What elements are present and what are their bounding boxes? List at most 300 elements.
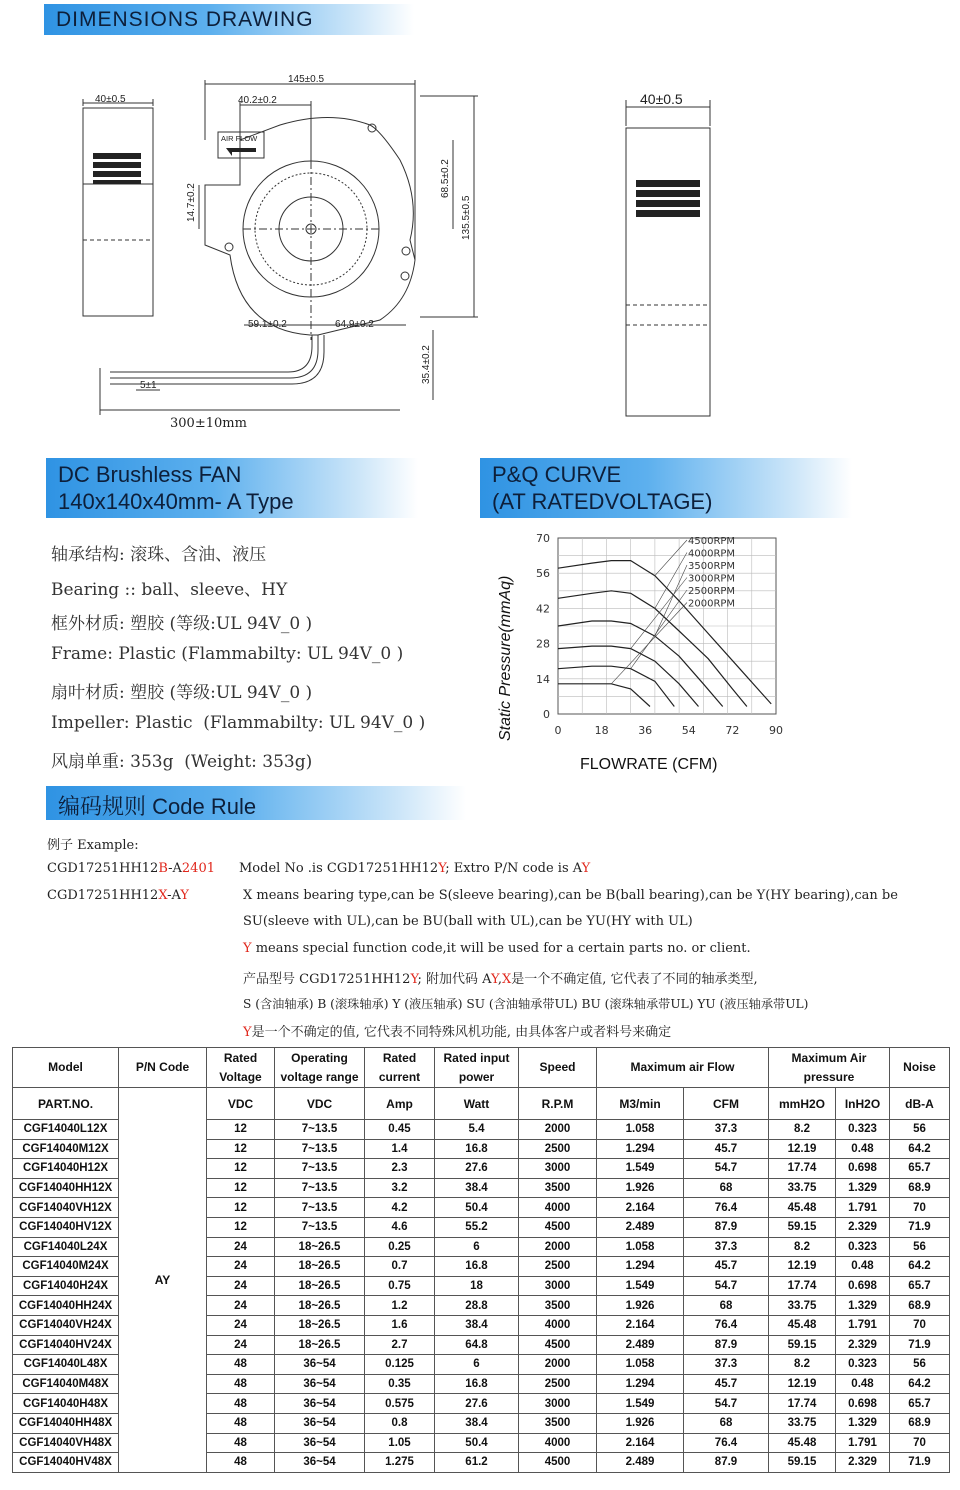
cell-noise: 71.9 [890, 1453, 950, 1473]
cell-rated-voltage: 48 [207, 1374, 275, 1394]
model-explanation [239, 861, 590, 876]
y-tick-label: 70 [536, 532, 550, 545]
cell-current: 1.6 [365, 1315, 435, 1335]
dim-outlet: 35.4±0.2 [421, 345, 432, 384]
cell-mmh2o: 45.48 [769, 1433, 836, 1453]
series-line [558, 561, 771, 704]
spec-frame-en: Frame: Plastic (Flammabilty: UL 94V_0 ) [51, 644, 404, 664]
x-tick-label: 36 [638, 724, 653, 737]
cell-cfm: 68 [684, 1178, 769, 1198]
unit-noise: dB-A [890, 1088, 950, 1120]
pn-code-cell: AY [119, 1088, 207, 1473]
legend-entry: 3500RPM [688, 561, 736, 572]
cell-noise: 65.7 [890, 1394, 950, 1414]
model-a: Model No .is CGD17251HH12 [239, 861, 439, 876]
cell-operating-range: 18~26.5 [275, 1296, 365, 1316]
cell-mmh2o: 33.75 [769, 1296, 836, 1316]
x-explanation-line1: X means bearing type,can be S(sleeve bearing),can be B(ball bearing),can be Y(HY bearing),can be [243, 888, 898, 903]
cell-inh2o: 0.48 [836, 1139, 890, 1159]
cn1-e: , [497, 972, 503, 987]
cell-current: 0.75 [365, 1276, 435, 1296]
cell-current: 4.6 [365, 1217, 435, 1237]
cell-m3min: 2.489 [597, 1453, 684, 1473]
ex2-suffix: Y [180, 888, 189, 903]
cell-m3min: 2.164 [597, 1433, 684, 1453]
cell-noise: 64.2 [890, 1374, 950, 1394]
cell-speed: 3000 [519, 1159, 597, 1179]
cell-operating-range: 18~26.5 [275, 1237, 365, 1257]
cell-cfm: 76.4 [684, 1198, 769, 1218]
cell-power: 27.6 [435, 1159, 519, 1179]
cell-power: 28.8 [435, 1296, 519, 1316]
unit-part-no: PART.NO. [13, 1088, 119, 1120]
cell-rated-voltage: 12 [207, 1198, 275, 1218]
col-operating-range: Operating voltage range [275, 1048, 365, 1088]
air-flow-label: AIR FLOW [221, 134, 258, 143]
chart-y-ticks [536, 532, 550, 721]
cell-operating-range: 18~26.5 [275, 1335, 365, 1355]
cell-m3min: 1.058 [597, 1355, 684, 1375]
cn1-b: Y [410, 972, 418, 987]
cell-cfm: 68 [684, 1296, 769, 1316]
unit-mmh2o: mmH2O [769, 1088, 836, 1120]
cell-mmh2o: 17.74 [769, 1159, 836, 1179]
col-max-airflow: Maximum air Flow [597, 1048, 769, 1088]
y-tick-label: 0 [543, 708, 550, 721]
legend-entry: 2500RPM [688, 586, 736, 597]
code-rule-title: 编码规则 Code Rule [58, 794, 257, 819]
cell-model: CGF14040L12X [13, 1120, 119, 1140]
cn1-a: 产品型号 CGD17251HH12 [243, 972, 411, 987]
cell-model: CGF14040HV48X [13, 1453, 119, 1473]
cell-operating-range: 18~26.5 [275, 1257, 365, 1277]
cell-mmh2o: 12.19 [769, 1257, 836, 1277]
cell-operating-range: 36~54 [275, 1355, 365, 1375]
cell-current: 2.7 [365, 1335, 435, 1355]
model-b: Y [438, 861, 446, 876]
cell-cfm: 87.9 [684, 1453, 769, 1473]
cell-operating-range: 7~13.5 [275, 1198, 365, 1218]
cell-cfm: 37.3 [684, 1355, 769, 1375]
cell-model: CGF14040VH48X [13, 1433, 119, 1453]
cell-cfm: 54.7 [684, 1159, 769, 1179]
cell-speed: 3000 [519, 1394, 597, 1414]
cell-operating-range: 36~54 [275, 1433, 365, 1453]
legend-leader [631, 578, 687, 649]
cell-m3min: 1.926 [597, 1178, 684, 1198]
cell-power: 64.8 [435, 1335, 519, 1355]
cell-inh2o: 0.698 [836, 1394, 890, 1414]
cell-rated-voltage: 48 [207, 1394, 275, 1414]
col-rated-current: Rated current [365, 1048, 435, 1088]
cell-speed: 3000 [519, 1276, 597, 1296]
cell-power: 6 [435, 1237, 519, 1257]
cell-mmh2o: 12.19 [769, 1139, 836, 1159]
cell-inh2o: 2.329 [836, 1335, 890, 1355]
cell-rated-voltage: 12 [207, 1139, 275, 1159]
cell-speed: 3500 [519, 1178, 597, 1198]
cell-speed: 4000 [519, 1198, 597, 1218]
col-model: Model [13, 1048, 119, 1088]
cell-current: 0.8 [365, 1413, 435, 1433]
model-d: Y [581, 861, 591, 876]
cell-m3min: 1.549 [597, 1159, 684, 1179]
spec-bearing-cn: 轴承结构: 滚珠、含油、液压 [51, 545, 267, 565]
cell-power: 16.8 [435, 1257, 519, 1277]
cell-mmh2o: 33.75 [769, 1413, 836, 1433]
cell-power: 18 [435, 1276, 519, 1296]
cell-cfm: 76.4 [684, 1315, 769, 1335]
cell-operating-range: 7~13.5 [275, 1178, 365, 1198]
cell-noise: 64.2 [890, 1139, 950, 1159]
fan-title-banner [46, 458, 418, 518]
cell-current: 0.25 [365, 1237, 435, 1257]
cell-speed: 4500 [519, 1453, 597, 1473]
model-c: ; Extro P/N code is A [445, 861, 582, 876]
spec-frame-cn: 框外材质: 塑胶 (等级:UL 94V_0 ) [51, 614, 313, 634]
cell-rated-voltage: 24 [207, 1335, 275, 1355]
cell-power: 38.4 [435, 1413, 519, 1433]
unit-cfm: CFM [684, 1088, 769, 1120]
pq-curve-chart [488, 526, 808, 778]
x-explanation-line2: SU(sleeve with UL),can be BU(ball with UL),can be YU(HY with UL) [243, 914, 693, 929]
ex2-sep: -A [167, 888, 181, 903]
legend-leader [655, 540, 687, 576]
cell-power: 5.4 [435, 1120, 519, 1140]
side-view-frame [83, 108, 153, 316]
cn3-b: 是一个不确定的值, 它代表不同特殊风机功能, 由具体客户或者料号来确定 [251, 1025, 672, 1040]
spec-table [12, 1047, 950, 1473]
cell-current: 1.4 [365, 1139, 435, 1159]
cell-m3min: 1.058 [597, 1120, 684, 1140]
cell-inh2o: 0.48 [836, 1374, 890, 1394]
y-letter: Y [243, 941, 252, 956]
cell-inh2o: 0.323 [836, 1237, 890, 1257]
ex1-suffix: 2401 [181, 861, 215, 876]
cell-inh2o: 2.329 [836, 1453, 890, 1473]
cell-noise: 71.9 [890, 1217, 950, 1237]
cell-model: CGF14040VH12X [13, 1198, 119, 1218]
cell-speed: 4000 [519, 1433, 597, 1453]
unit-speed: R.P.M [519, 1088, 597, 1120]
table-units-row [13, 1088, 950, 1120]
cell-inh2o: 0.698 [836, 1276, 890, 1296]
cell-current: 0.7 [365, 1257, 435, 1277]
legend-entry: 2000RPM [688, 598, 736, 610]
cell-rated-voltage: 12 [207, 1217, 275, 1237]
series-line [558, 666, 674, 706]
cell-current: 0.575 [365, 1394, 435, 1414]
cell-noise: 71.9 [890, 1335, 950, 1355]
unit-current: Amp [365, 1088, 435, 1120]
cell-noise: 65.7 [890, 1276, 950, 1296]
cell-cfm: 87.9 [684, 1217, 769, 1237]
dim-mount-height: 68.5±0.2 [440, 159, 451, 198]
cn-explanation-line1 [243, 968, 758, 987]
cell-cfm: 54.7 [684, 1394, 769, 1414]
cell-model: CGF14040H12X [13, 1159, 119, 1179]
dim-inlet-offset: 40.2±0.2 [238, 95, 277, 106]
y-line: means special function code,it will be used for a certain parts no. or client. [251, 941, 751, 956]
cell-noise: 56 [890, 1237, 950, 1257]
series-line [558, 621, 723, 707]
pq-title-line1: P&Q CURVE [492, 462, 622, 487]
x-tick-label: 18 [594, 724, 609, 737]
cell-model: CGF14040H48X [13, 1394, 119, 1414]
col-max-pressure: Maximum Air pressure [769, 1048, 890, 1088]
cn1-f: X [502, 972, 512, 987]
cell-current: 0.45 [365, 1120, 435, 1140]
air-flow-arrow-icon [226, 148, 256, 156]
x-tick-label: 0 [554, 724, 562, 737]
spec-impeller-cn: 扇叶材质: 塑胶 (等级:UL 94V_0 ) [51, 683, 313, 703]
unit-rated-voltage: VDC [207, 1088, 275, 1120]
dimensions-drawing-title: DIMENSIONS DRAWING [56, 8, 314, 31]
ex1-bearing: B [158, 861, 169, 876]
cell-cfm: 37.3 [684, 1120, 769, 1140]
cell-model: CGF14040M24X [13, 1257, 119, 1277]
col-speed: Speed [519, 1048, 597, 1088]
dim-left-height: 14.7±0.2 [186, 183, 197, 222]
cell-speed: 2500 [519, 1257, 597, 1277]
x-tick-label: 90 [769, 724, 783, 737]
cell-operating-range: 18~26.5 [275, 1315, 365, 1335]
cn1-d: Y [490, 972, 498, 987]
cell-noise: 65.7 [890, 1159, 950, 1179]
cell-rated-voltage: 48 [207, 1413, 275, 1433]
cell-speed: 2500 [519, 1139, 597, 1159]
cell-inh2o: 2.329 [836, 1217, 890, 1237]
cell-current: 1.2 [365, 1296, 435, 1316]
cell-speed: 2000 [519, 1120, 597, 1140]
table-header-row [13, 1048, 950, 1088]
cell-inh2o: 0.698 [836, 1159, 890, 1179]
cell-power: 6 [435, 1355, 519, 1375]
cell-inh2o: 1.329 [836, 1296, 890, 1316]
cell-m3min: 1.294 [597, 1139, 684, 1159]
cell-operating-range: 36~54 [275, 1374, 365, 1394]
legend-entry: 3000RPM [688, 573, 736, 585]
cell-model: CGF14040H24X [13, 1276, 119, 1296]
chart-grid [558, 538, 776, 714]
cell-power: 16.8 [435, 1374, 519, 1394]
cell-cfm: 37.3 [684, 1237, 769, 1257]
cell-operating-range: 7~13.5 [275, 1159, 365, 1179]
ex2-part: CGD17251HH12 [47, 888, 159, 903]
y-explanation [243, 941, 751, 956]
y-tick-label: 14 [536, 672, 550, 686]
unit-operating-range: VDC [275, 1088, 365, 1120]
legend-leader [611, 603, 687, 684]
cell-noise: 68.9 [890, 1178, 950, 1198]
cell-inh2o: 1.329 [836, 1178, 890, 1198]
cell-speed: 4500 [519, 1217, 597, 1237]
cell-power: 50.4 [435, 1433, 519, 1453]
dim-bottom-left: 59.1±0.2 [248, 319, 287, 330]
cell-power: 38.4 [435, 1178, 519, 1198]
unit-inh2o: InH2O [836, 1088, 890, 1120]
cell-m3min: 1.058 [597, 1237, 684, 1257]
unit-power: Watt [435, 1088, 519, 1120]
cell-rated-voltage: 12 [207, 1178, 275, 1198]
cell-speed: 3500 [519, 1413, 597, 1433]
cell-rated-voltage: 24 [207, 1276, 275, 1296]
cell-m3min: 1.294 [597, 1257, 684, 1277]
cell-rated-voltage: 12 [207, 1120, 275, 1140]
cell-current: 0.125 [365, 1355, 435, 1375]
chart-series [558, 561, 771, 707]
cell-power: 61.2 [435, 1453, 519, 1473]
x-tick-label: 54 [681, 724, 696, 737]
cell-model: CGF14040HV12X [13, 1217, 119, 1237]
cn-explanation-line2: S (含油轴承) B (滚珠轴承) Y (液压轴承) SU (含油轴承带UL) BU (滚珠轴承带UL) YU (液压轴承带UL) [243, 997, 809, 1011]
spec-bearing-en: Bearing :: ball、sleeve、HY [51, 580, 288, 600]
ex1-sep: -A [168, 861, 182, 876]
cell-speed: 2000 [519, 1355, 597, 1375]
cell-current: 4.2 [365, 1198, 435, 1218]
cell-noise: 70 [890, 1433, 950, 1453]
cell-current: 2.3 [365, 1159, 435, 1179]
cell-noise: 70 [890, 1315, 950, 1335]
cell-m3min: 1.926 [597, 1413, 684, 1433]
cell-model: CGF14040M48X [13, 1374, 119, 1394]
cell-operating-range: 7~13.5 [275, 1217, 365, 1237]
cell-mmh2o: 8.2 [769, 1237, 836, 1257]
cell-mmh2o: 17.74 [769, 1276, 836, 1296]
cell-mmh2o: 59.15 [769, 1217, 836, 1237]
cell-inh2o: 0.323 [836, 1120, 890, 1140]
series-line [558, 684, 650, 707]
cell-speed: 2000 [519, 1237, 597, 1257]
side-view-right-frame [626, 128, 710, 416]
chart-x-ticks [555, 724, 784, 737]
cell-operating-range: 7~13.5 [275, 1139, 365, 1159]
cell-power: 27.6 [435, 1394, 519, 1414]
dimensions-drawing [0, 0, 960, 440]
col-rated-power: Rated input power [435, 1048, 519, 1088]
cell-rated-voltage: 48 [207, 1453, 275, 1473]
ex1-part: CGD17251HH12 [47, 861, 159, 876]
cn-explanation-line3 [243, 1021, 671, 1040]
cell-inh2o: 1.791 [836, 1433, 890, 1453]
cell-rated-voltage: 48 [207, 1433, 275, 1453]
cell-power: 55.2 [435, 1217, 519, 1237]
legend-entry: 4500RPM [688, 536, 736, 547]
cell-speed: 2500 [519, 1374, 597, 1394]
pq-title-line2: (AT RATEDVOLTAGE) [492, 489, 713, 514]
cell-model: CGF14040HH12X [13, 1178, 119, 1198]
col-rated-voltage: Rated Voltage [207, 1048, 275, 1088]
cell-speed: 3500 [519, 1296, 597, 1316]
cell-mmh2o: 33.75 [769, 1178, 836, 1198]
cell-cfm: 45.7 [684, 1374, 769, 1394]
unit-m3min: M3/min [597, 1088, 684, 1120]
cell-cfm: 87.9 [684, 1335, 769, 1355]
cell-m3min: 2.489 [597, 1335, 684, 1355]
cell-m3min: 1.549 [597, 1394, 684, 1414]
cell-current: 1.275 [365, 1453, 435, 1473]
cell-rated-voltage: 24 [207, 1315, 275, 1335]
x-tick-label: 72 [725, 724, 740, 737]
cell-m3min: 1.549 [597, 1276, 684, 1296]
cell-mmh2o: 59.15 [769, 1335, 836, 1355]
cell-model: CGF14040HH48X [13, 1413, 119, 1433]
cell-m3min: 1.926 [597, 1296, 684, 1316]
cell-speed: 4500 [519, 1335, 597, 1355]
cell-rated-voltage: 12 [207, 1159, 275, 1179]
example-label: 例子 Example: [47, 838, 139, 853]
cell-inh2o: 0.48 [836, 1257, 890, 1277]
cell-power: 38.4 [435, 1315, 519, 1335]
cn3-a: Y [243, 1025, 252, 1040]
pq-curve-banner [480, 458, 852, 518]
cell-rated-voltage: 24 [207, 1296, 275, 1316]
cell-noise: 70 [890, 1198, 950, 1218]
cell-inh2o: 0.323 [836, 1355, 890, 1375]
cell-current: 1.05 [365, 1433, 435, 1453]
chart-x-label: FLOWRATE (CFM) [580, 756, 718, 773]
cell-cfm: 76.4 [684, 1433, 769, 1453]
cell-mmh2o: 8.2 [769, 1120, 836, 1140]
cell-m3min: 2.164 [597, 1315, 684, 1335]
dim-bottom-right: 64.9±0.2 [335, 319, 374, 330]
code-rule-banner [46, 786, 466, 820]
y-tick-label: 42 [536, 602, 550, 616]
cell-noise: 64.2 [890, 1257, 950, 1277]
cn1-g: 是一个不确定值, 它代表了不同的轴承类型, [511, 972, 758, 987]
cell-model: CGF14040L48X [13, 1355, 119, 1375]
cell-current: 0.35 [365, 1374, 435, 1394]
cell-inh2o: 1.791 [836, 1315, 890, 1335]
y-tick-label: 28 [536, 637, 550, 651]
cell-noise: 56 [890, 1355, 950, 1375]
cell-inh2o: 1.791 [836, 1198, 890, 1218]
dim-width-side: 40±0.5 [95, 94, 126, 105]
example-code-1 [47, 861, 215, 876]
cell-noise: 68.9 [890, 1296, 950, 1316]
cell-m3min: 2.164 [597, 1198, 684, 1218]
col-pn-code: P/N Code [119, 1048, 207, 1088]
cell-model: CGF14040VH24X [13, 1315, 119, 1335]
cell-cfm: 54.7 [684, 1276, 769, 1296]
cell-power: 16.8 [435, 1139, 519, 1159]
chart-legend [611, 536, 735, 684]
dim-total-height: 135.5±0.5 [461, 195, 472, 240]
cell-operating-range: 36~54 [275, 1394, 365, 1414]
cell-operating-range: 36~54 [275, 1453, 365, 1473]
legend-entry: 4000RPM [688, 548, 736, 560]
spec-weight: 风扇单重: 353g (Weight: 353g) [51, 752, 313, 772]
fan-title-line2: 140x140x40mm- A Type [58, 489, 294, 514]
col-noise: Noise [890, 1048, 950, 1088]
cell-mmh2o: 17.74 [769, 1394, 836, 1414]
chart-y-label: Static Pressure(mmAq) [497, 575, 514, 741]
dim-wire-length: 300±10mm [170, 416, 247, 431]
cell-mmh2o: 8.2 [769, 1355, 836, 1375]
cell-inh2o: 1.329 [836, 1413, 890, 1433]
dim-total-width: 145±0.5 [288, 74, 325, 85]
cell-m3min: 2.489 [597, 1217, 684, 1237]
cn1-c: ; 附加代码 A [417, 972, 491, 987]
cell-cfm: 68 [684, 1413, 769, 1433]
cell-model: CGF14040L24X [13, 1237, 119, 1257]
ex2-bearing: X [158, 888, 168, 903]
cell-model: CGF14040M12X [13, 1139, 119, 1159]
cell-mmh2o: 12.19 [769, 1374, 836, 1394]
cell-noise: 68.9 [890, 1413, 950, 1433]
cell-operating-range: 36~54 [275, 1413, 365, 1433]
cell-operating-range: 18~26.5 [275, 1276, 365, 1296]
